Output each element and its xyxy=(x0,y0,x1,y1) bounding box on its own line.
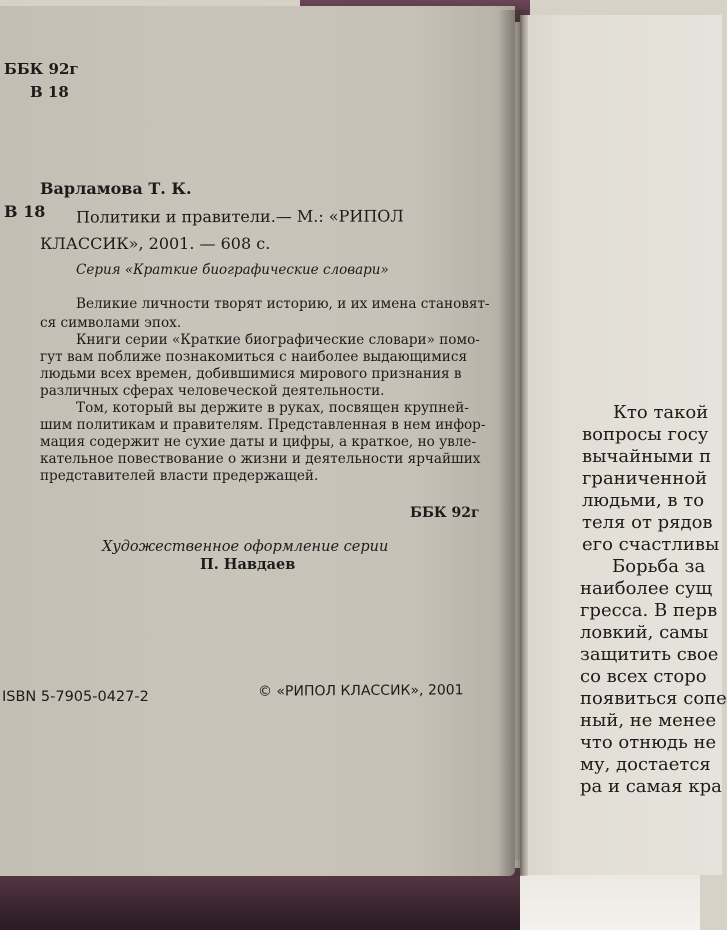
right-line: Борьба за xyxy=(612,556,706,577)
right-line: его счастливы xyxy=(582,534,720,555)
right-line: защитить свое xyxy=(580,644,719,665)
right-line: ловкий, самы xyxy=(580,622,709,643)
right-line: наиболее сущ xyxy=(580,578,713,599)
annotation-line: шим политикам и правителям. Представленная в нем инфор- xyxy=(40,417,486,433)
right-line: людьми, в то xyxy=(582,490,705,511)
right-line: ра и самая кра xyxy=(580,776,722,797)
right-line: вопросы госу xyxy=(582,424,709,445)
annotation-line: Книги серии «Краткие биографические словари» помо- xyxy=(76,332,480,348)
annotation-line: ся символами эпох. xyxy=(40,315,182,331)
annotation-line: мация содержит не сухие даты и цифры, а краткое, но увле- xyxy=(40,434,477,450)
right-line: со всех сторо xyxy=(580,666,707,687)
series-line: Серия «Краткие биографические словари» xyxy=(76,262,389,278)
annotation-line: различных сферах человеческой деятельности. xyxy=(40,383,385,399)
right-line: теля от рядов xyxy=(582,512,713,533)
isbn: ISBN 5-7905-0427-2 xyxy=(2,689,149,705)
author-mark: В 18 xyxy=(30,83,69,101)
right-line: появиться сопе xyxy=(580,688,727,709)
title-line-2: КЛАССИК», 2001. — 608 с. xyxy=(40,234,271,253)
annotation-line: кательное повествование о жизни и деятельности ярчайших xyxy=(40,451,481,467)
annotation-line: Великие личности творят историю, и их имена становят- xyxy=(76,296,490,312)
right-line: му, достается xyxy=(580,754,711,775)
annotation-line: Том, который вы держите в руках, посвящен крупней- xyxy=(76,400,469,416)
right-line: Кто такой xyxy=(613,402,709,423)
annotation-line: гут вам поближе познакомиться с наиболее выдающимися xyxy=(40,349,468,365)
right-line: гресса. В перв xyxy=(580,600,718,621)
right-line: что отнюдь не xyxy=(580,732,717,753)
designer-name: П. Навдаев xyxy=(200,556,296,573)
classification-code-bottom: ББК 92г xyxy=(410,505,480,521)
right-line: вычайными п xyxy=(582,446,712,467)
annotation-line: представителей власти предержащей. xyxy=(40,468,319,484)
classification-code: ББК 92г xyxy=(4,60,79,78)
book-gutter xyxy=(498,10,528,876)
design-label: Художественное оформление серии xyxy=(102,539,389,555)
right-line: ный, не менее xyxy=(580,710,717,731)
annotation-line: людьми всех времен, добившимися мирового признания в xyxy=(40,366,462,382)
title-line-1: Политики и правители.— М.: «РИПОЛ xyxy=(75,206,404,227)
book-cover-bottom-edge xyxy=(0,868,520,930)
copyright: © «РИПОЛ КЛАССИК», 2001 xyxy=(257,682,464,700)
biblio-mark: В 18 xyxy=(4,202,46,221)
right-line: граниченной xyxy=(582,468,708,489)
author-name: Варламова Т. К. xyxy=(40,179,192,198)
